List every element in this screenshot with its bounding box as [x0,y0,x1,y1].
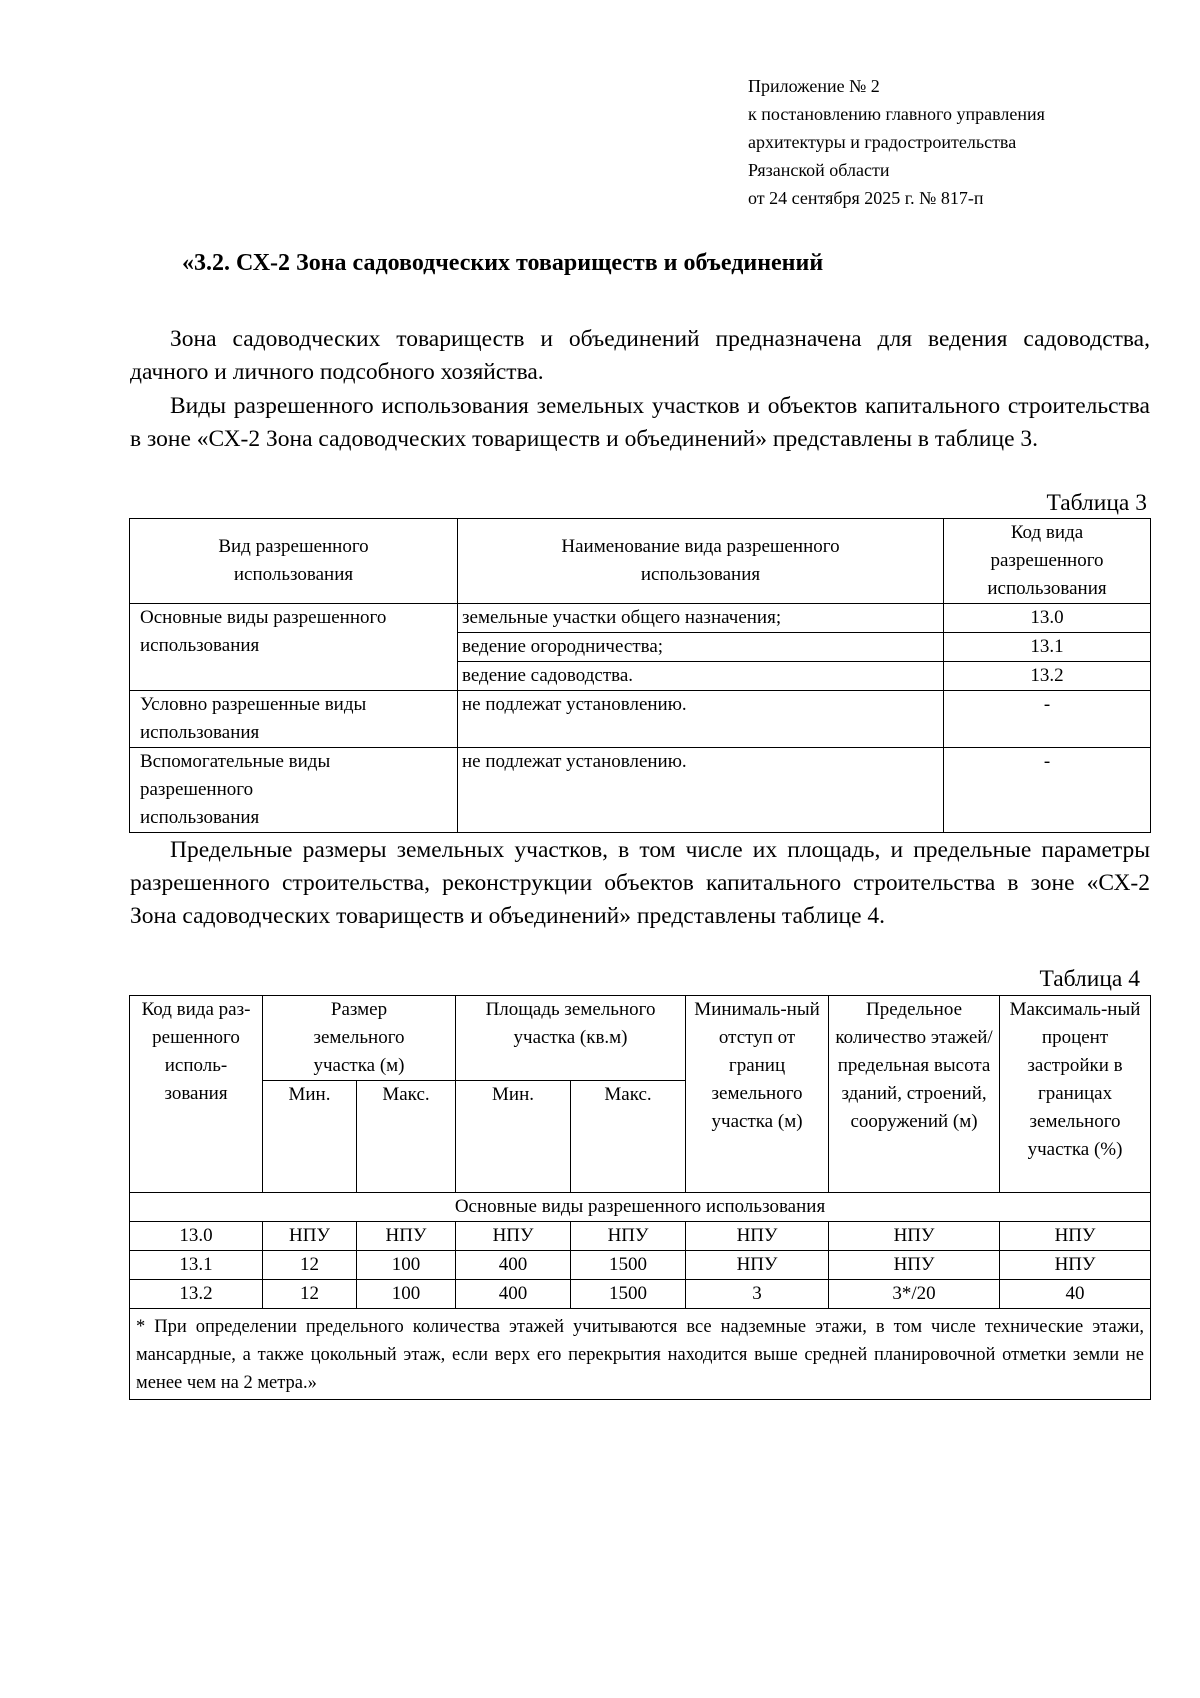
t4-header-setback: Минималь-ный отступ от границ земельного участка (м) [686,996,829,1193]
t4-header-floors: Предельное количество этажей/ предельная высота зданий, строений, сооружений (м) [829,996,1000,1193]
appendix-line: от 24 сентября 2025 г. № 817-п [748,188,984,208]
t4-cell: 13.1 [130,1251,263,1280]
paragraph-usage-types: Виды разрешенного использования земельных участков и объектов капитального строительства в зоне «СХ-2 Зона садоводческих товариществ и объединений» представлены в таблице 3. [130,393,1150,452]
t4-cell: НПУ [829,1251,1000,1280]
t3-row-code: 13.2 [944,662,1151,691]
t4-section-main: Основные виды разрешенного использования [130,1193,1151,1222]
t4-cell: 400 [456,1251,571,1280]
t3-row-name: земельные участки общего назначения; [458,604,944,633]
paragraph-limits: Предельные размеры земельных участков, в том числе их площадь, и предельные параметры разрешенного строительства, реконструкции объектов капитального строительства в зоне «СХ-2 Зона садоводческих товариществ и объединений» представлены таблице 4. [130,837,1150,929]
t4-cell: 3 [686,1280,829,1309]
appendix-line: архитектуры и градостроительства [748,132,1017,152]
t3-header-code: Код вида разрешенного использования [944,519,1151,604]
t3-row-name: не подлежат установлению. [458,691,944,748]
t3-row-code: 13.0 [944,604,1151,633]
table4-caption: Таблица 4 [1039,966,1140,992]
t4-cell: 13.2 [130,1280,263,1309]
appendix-header [748,72,1045,212]
t3-row-code: - [944,691,1151,748]
t4-cell: 1500 [571,1251,686,1280]
table-row [130,1280,1151,1309]
t3-group-auxiliary [130,748,458,833]
t4-header-area: Площадь земельного участка (кв.м) [456,996,686,1081]
t4-cell: НПУ [686,1251,829,1280]
t4-header-size-min: Мин. [263,1081,357,1193]
paragraph-zone-purpose: Зона садоводческих товариществ и объединений предназначена для ведения садоводства, дачного и личного подсобного хозяйства. [130,326,1150,385]
table3-caption: Таблица 3 [1046,490,1147,516]
t4-header-area-max: Макс. [571,1081,686,1193]
t3-row-code: - [944,748,1151,833]
t4-cell: НПУ [1000,1222,1151,1251]
appendix-line: к постановлению главного управления [748,104,1045,124]
t4-cell: 12 [263,1280,357,1309]
t3-row-code: 13.1 [944,633,1151,662]
t4-header-size-max: Макс. [357,1081,456,1193]
t4-header-code: Код вида раз-решенного исполь-зования [130,996,263,1193]
t4-cell: НПУ [571,1222,686,1251]
t3-group-conditional: Условно разрешенные виды использования [130,691,458,748]
appendix-line: Приложение № 2 [748,76,880,96]
table-row [130,1222,1151,1251]
t4-header-coverage: Максималь-ный процент застройки в границах земельного участка (%) [1000,996,1151,1193]
t4-cell: 3*/20 [829,1280,1000,1309]
t4-cell: НПУ [686,1222,829,1251]
t4-cell: 13.0 [130,1222,263,1251]
t4-cell: НПУ [357,1222,456,1251]
t4-cell: 100 [357,1251,456,1280]
table-3-usage-types [129,518,1151,833]
table-4-limits [129,995,1151,1400]
appendix-line: Рязанской области [748,160,890,180]
t3-row-name: не подлежат установлению. [458,748,944,833]
t4-cell: 12 [263,1251,357,1280]
t4-cell: 100 [357,1280,456,1309]
t4-cell: 40 [1000,1280,1151,1309]
t3-header-kind: Вид разрешенного использования [130,519,458,604]
table-row [130,1251,1151,1280]
t3-row-name: ведение огородничества; [458,633,944,662]
t4-cell: НПУ [1000,1251,1151,1280]
t4-cell: НПУ [456,1222,571,1251]
t3-group-auxiliary-label: Вспомогательные виды разрешенного использования [140,751,331,828]
t4-header-area-min: Мин. [456,1081,571,1193]
t4-cell: 400 [456,1280,571,1309]
t4-header-size: Размер земельного участка (м) [263,996,456,1081]
t4-cell: НПУ [263,1222,357,1251]
t4-footnote: * При определении предельного количества этажей учитываются все надземные этажи, в том числе технические этажи, мансардные, а также цокольный этаж, если верх его перекрытия находится выше средней планировочной отметки земли не менее чем на 2 метра.» [130,1309,1151,1400]
section-title: «3.2. СХ-2 Зона садоводческих товариществ и объединений [182,250,824,276]
t4-cell: 1500 [571,1280,686,1309]
t3-row-name: ведение садоводства. [458,662,944,691]
t3-header-name: Наименование вида разрешенного использования [458,519,944,604]
t3-group-main: Основные виды разрешенного использования [130,604,458,691]
t4-cell: НПУ [829,1222,1000,1251]
